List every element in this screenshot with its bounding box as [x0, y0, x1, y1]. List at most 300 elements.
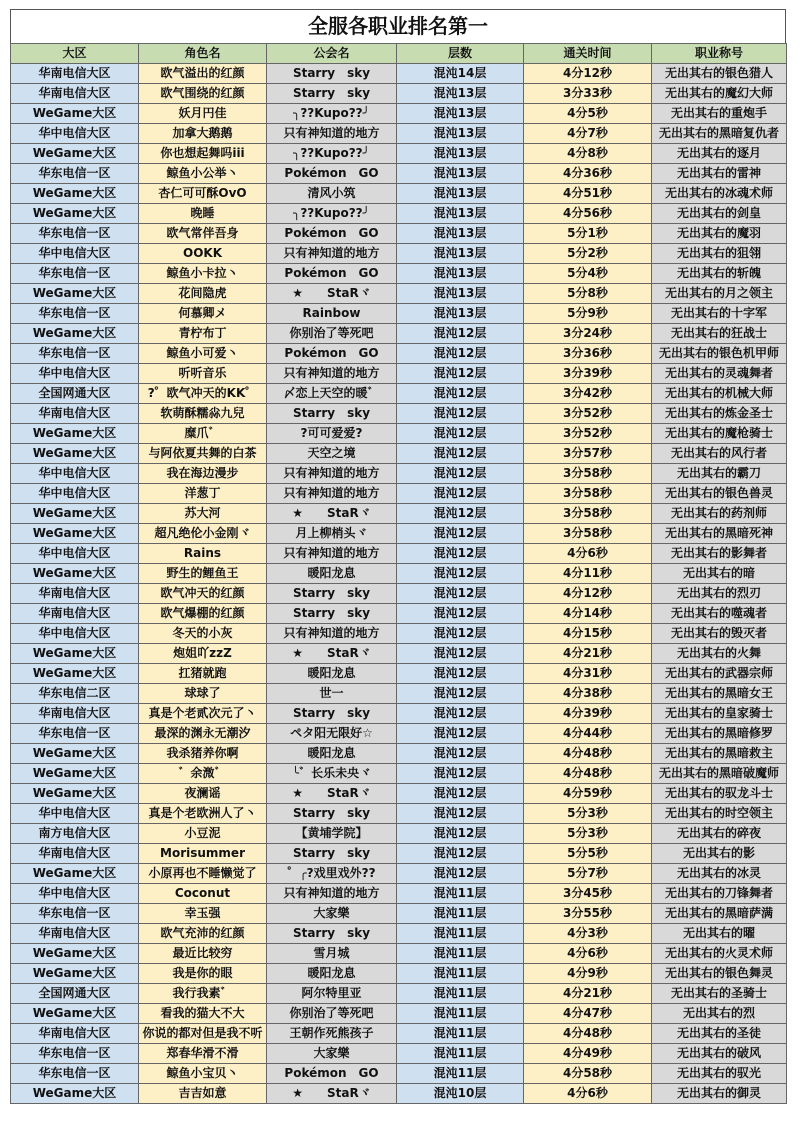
table-row	[11, 84, 787, 104]
cell-floor: 混沌12层	[397, 684, 524, 704]
cell-guild: ╮??Kupo??╯	[267, 104, 397, 124]
table-row	[11, 1044, 787, 1064]
table-row	[11, 944, 787, 964]
cell-title: 无出其右的火舞	[652, 644, 787, 664]
cell-region: WeGame大区	[11, 664, 139, 684]
cell-character: 加拿大鹅鹅	[139, 124, 267, 144]
header-title: 职业称号	[652, 44, 787, 64]
cell-region: WeGame大区	[11, 284, 139, 304]
cell-floor: 混沌11层	[397, 1004, 524, 1024]
table-row	[11, 124, 787, 144]
table-row	[11, 1024, 787, 1044]
cell-clear-time: 4分6秒	[524, 1084, 652, 1104]
cell-clear-time: 5分8秒	[524, 284, 652, 304]
table-row	[11, 204, 787, 224]
cell-floor: 混沌13层	[397, 264, 524, 284]
table-row	[11, 984, 787, 1004]
table-row	[11, 784, 787, 804]
cell-title: 无出其右的魔枪骑士	[652, 424, 787, 444]
cell-character: 郑春华滑不滑	[139, 1044, 267, 1064]
cell-region: WeGame大区	[11, 204, 139, 224]
cell-region: 华东电信一区	[11, 1044, 139, 1064]
cell-guild: 清风小筑	[267, 184, 397, 204]
cell-character: Morisummer	[139, 844, 267, 864]
cell-floor: 混沌12层	[397, 424, 524, 444]
cell-character: 球球了	[139, 684, 267, 704]
cell-floor: 混沌13层	[397, 164, 524, 184]
table-body	[11, 64, 787, 1104]
cell-floor: 混沌13层	[397, 184, 524, 204]
cell-title: 无出其右的银色兽灵	[652, 484, 787, 504]
cell-clear-time: 5分2秒	[524, 244, 652, 264]
cell-character: 妖月円佳	[139, 104, 267, 124]
cell-character: 与阿依夏共舞的白茶	[139, 444, 267, 464]
cell-guild: 暖阳龙息	[267, 664, 397, 684]
table-row	[11, 764, 787, 784]
cell-region: WeGame大区	[11, 184, 139, 204]
cell-region: 华东电信一区	[11, 164, 139, 184]
table-row	[11, 844, 787, 864]
cell-character: 吉吉如意	[139, 1084, 267, 1104]
cell-floor: 混沌11层	[397, 984, 524, 1004]
cell-floor: 混沌11层	[397, 944, 524, 964]
cell-guild: 大家樂	[267, 1044, 397, 1064]
cell-clear-time: 3分24秒	[524, 324, 652, 344]
cell-region: 华中电信大区	[11, 484, 139, 504]
cell-character: 炮姐吖zzZ	[139, 644, 267, 664]
cell-region: 华东电信一区	[11, 264, 139, 284]
cell-guild: Starry sky	[267, 404, 397, 424]
table-row	[11, 244, 787, 264]
cell-character: ?゜欧气冲天的KK゜	[139, 384, 267, 404]
cell-title: 无出其右的御灵	[652, 1084, 787, 1104]
cell-title: 无出其右的武器宗师	[652, 664, 787, 684]
cell-region: 华南电信大区	[11, 584, 139, 604]
cell-guild: ★ StaRヾ	[267, 1084, 397, 1104]
cell-floor: 混沌13层	[397, 84, 524, 104]
cell-guild: 你别治了等死吧	[267, 324, 397, 344]
table-row	[11, 224, 787, 244]
cell-guild: 王朝作死熊孩子	[267, 1024, 397, 1044]
table-row	[11, 864, 787, 884]
cell-clear-time: 4分44秒	[524, 724, 652, 744]
cell-character: 鲸鱼小卡拉丶	[139, 264, 267, 284]
table-row	[11, 1084, 787, 1104]
cell-character: 欧气充沛的红颜	[139, 924, 267, 944]
cell-region: WeGame大区	[11, 324, 139, 344]
cell-guild: 只有神知道的地方	[267, 544, 397, 564]
cell-clear-time: 4分47秒	[524, 1004, 652, 1024]
table-row	[11, 384, 787, 404]
cell-region: WeGame大区	[11, 964, 139, 984]
cell-region: WeGame大区	[11, 1004, 139, 1024]
cell-title: 无出其右的狂战士	[652, 324, 787, 344]
cell-character: OOKK	[139, 244, 267, 264]
cell-guild: ?可可爱爱?	[267, 424, 397, 444]
cell-character: 小豆泥	[139, 824, 267, 844]
cell-floor: 混沌12层	[397, 724, 524, 744]
cell-floor: 混沌12层	[397, 804, 524, 824]
cell-title: 无出其右的逐月	[652, 144, 787, 164]
cell-region: WeGame大区	[11, 764, 139, 784]
cell-clear-time: 4分56秒	[524, 204, 652, 224]
cell-region: 华东电信一区	[11, 344, 139, 364]
cell-guild: ★ StaRヾ	[267, 284, 397, 304]
cell-region: WeGame大区	[11, 444, 139, 464]
cell-title: 无出其右的烈刃	[652, 584, 787, 604]
cell-clear-time: 4分48秒	[524, 1024, 652, 1044]
cell-guild: 天空之境	[267, 444, 397, 464]
cell-character: 真是个老欧洲人了丶	[139, 804, 267, 824]
cell-character: 欧气围绕的红颜	[139, 84, 267, 104]
cell-character: 我行我素゛	[139, 984, 267, 1004]
cell-guild: ペタ阳无限好☆	[267, 724, 397, 744]
cell-guild: 【黄埔学院】	[267, 824, 397, 844]
cell-region: 华中电信大区	[11, 464, 139, 484]
cell-floor: 混沌12层	[397, 404, 524, 424]
cell-title: 无出其右的黑暗复仇者	[652, 124, 787, 144]
cell-clear-time: 3分58秒	[524, 464, 652, 484]
cell-character: 糜爪゛	[139, 424, 267, 444]
table-row	[11, 344, 787, 364]
cell-character: 夜澜谣	[139, 784, 267, 804]
cell-character: 野生的鲤鱼王	[139, 564, 267, 584]
cell-floor: 混沌12层	[397, 664, 524, 684]
cell-title: 无出其右的魔羽	[652, 224, 787, 244]
table-row	[11, 904, 787, 924]
table-row	[11, 184, 787, 204]
cell-guild: ゜╭?戏里戏外??	[267, 864, 397, 884]
cell-character: 最深的渊永无潮汐	[139, 724, 267, 744]
table-row	[11, 164, 787, 184]
table-row	[11, 624, 787, 644]
cell-guild: 月上柳梢头ヾ	[267, 524, 397, 544]
cell-guild: Starry sky	[267, 804, 397, 824]
cell-region: 华东电信一区	[11, 224, 139, 244]
cell-floor: 混沌12层	[397, 844, 524, 864]
cell-title: 无出其右的噬魂者	[652, 604, 787, 624]
cell-title: 无出其右的药剂师	[652, 504, 787, 524]
table-row	[11, 964, 787, 984]
cell-title: 无出其右的冰魂术师	[652, 184, 787, 204]
cell-character: 鲸鱼小可爱丶	[139, 344, 267, 364]
cell-title: 无出其右的十字军	[652, 304, 787, 324]
cell-floor: 混沌12层	[397, 624, 524, 644]
cell-character: 冬天的小灰	[139, 624, 267, 644]
cell-clear-time: 4分38秒	[524, 684, 652, 704]
cell-clear-time: 5分7秒	[524, 864, 652, 884]
cell-title: 无出其右的斩魄	[652, 264, 787, 284]
cell-title: 无出其右的圣骑士	[652, 984, 787, 1004]
table-row	[11, 1004, 787, 1024]
table-row	[11, 264, 787, 284]
cell-character: 欧气常伴吾身	[139, 224, 267, 244]
cell-character: 看我的猫大不大	[139, 1004, 267, 1024]
cell-character: 苏大河	[139, 504, 267, 524]
cell-guild: ★ StaRヾ	[267, 504, 397, 524]
table-row	[11, 884, 787, 904]
cell-character: Rains	[139, 544, 267, 564]
table-row	[11, 604, 787, 624]
cell-region: WeGame大区	[11, 424, 139, 444]
cell-title: 无出其右的银色舞灵	[652, 964, 787, 984]
cell-title: 无出其右的重炮手	[652, 104, 787, 124]
cell-guild: Starry sky	[267, 84, 397, 104]
cell-clear-time: 4分3秒	[524, 924, 652, 944]
cell-character: 我是你的眼	[139, 964, 267, 984]
cell-region: WeGame大区	[11, 1084, 139, 1104]
cell-clear-time: 4分49秒	[524, 1044, 652, 1064]
cell-region: 华东电信一区	[11, 904, 139, 924]
cell-clear-time: 4分21秒	[524, 984, 652, 1004]
cell-character: 小原再也不睡懒觉了	[139, 864, 267, 884]
cell-clear-time: 3分57秒	[524, 444, 652, 464]
table-row	[11, 144, 787, 164]
cell-guild: ╮??Kupo??╯	[267, 204, 397, 224]
cell-clear-time: 4分11秒	[524, 564, 652, 584]
cell-clear-time: 5分4秒	[524, 264, 652, 284]
cell-guild: Pokémon GO	[267, 264, 397, 284]
cell-character: 欧气溢出的红颜	[139, 64, 267, 84]
cell-clear-time: 3分52秒	[524, 404, 652, 424]
cell-title: 无出其右的黑暗萨满	[652, 904, 787, 924]
table-row	[11, 684, 787, 704]
cell-title: 无出其右的霸刀	[652, 464, 787, 484]
table-row	[11, 744, 787, 764]
cell-region: WeGame大区	[11, 864, 139, 884]
cell-region: 华南电信大区	[11, 704, 139, 724]
cell-clear-time: 3分45秒	[524, 884, 652, 904]
table-row	[11, 404, 787, 424]
cell-region: 华中电信大区	[11, 244, 139, 264]
cell-floor: 混沌12层	[397, 704, 524, 724]
cell-clear-time: 3分52秒	[524, 424, 652, 444]
cell-character: 青柠布丁	[139, 324, 267, 344]
cell-region: 华东电信一区	[11, 724, 139, 744]
cell-guild: 暖阳龙息	[267, 964, 397, 984]
cell-floor: 混沌13层	[397, 104, 524, 124]
cell-guild: 世一	[267, 684, 397, 704]
cell-clear-time: 3分36秒	[524, 344, 652, 364]
cell-guild: 只有神知道的地方	[267, 464, 397, 484]
cell-guild: Starry sky	[267, 844, 397, 864]
cell-title: 无出其右的雷神	[652, 164, 787, 184]
cell-floor: 混沌12层	[397, 744, 524, 764]
table-row	[11, 104, 787, 124]
cell-clear-time: 3分58秒	[524, 524, 652, 544]
cell-floor: 混沌13层	[397, 124, 524, 144]
table-row	[11, 364, 787, 384]
cell-floor: 混沌13层	[397, 244, 524, 264]
table-row	[11, 544, 787, 564]
cell-floor: 混沌12层	[397, 464, 524, 484]
cell-title: 无出其右的时空领主	[652, 804, 787, 824]
cell-title: 无出其右的黑暗死神	[652, 524, 787, 544]
cell-region: WeGame大区	[11, 104, 139, 124]
cell-character: 最近比较穷	[139, 944, 267, 964]
cell-clear-time: 3分42秒	[524, 384, 652, 404]
table-row	[11, 524, 787, 544]
cell-clear-time: 4分9秒	[524, 964, 652, 984]
table-row	[11, 564, 787, 584]
cell-character: 晚睡	[139, 204, 267, 224]
cell-clear-time: 4分21秒	[524, 644, 652, 664]
cell-floor: 混沌12层	[397, 824, 524, 844]
cell-clear-time: 4分48秒	[524, 764, 652, 784]
cell-character: 花间隐虎	[139, 284, 267, 304]
cell-title: 无出其右的黑暗修罗	[652, 724, 787, 744]
cell-clear-time: 4分36秒	[524, 164, 652, 184]
cell-region: 华中电信大区	[11, 624, 139, 644]
table-row	[11, 504, 787, 524]
cell-guild: 只有神知道的地方	[267, 884, 397, 904]
header-floor: 层数	[397, 44, 524, 64]
ranking-sheet	[10, 9, 786, 1104]
cell-guild: 阿尔特里亚	[267, 984, 397, 1004]
cell-character: 洋葱丁	[139, 484, 267, 504]
cell-floor: 混沌13层	[397, 204, 524, 224]
cell-clear-time: 4分12秒	[524, 64, 652, 84]
cell-region: 华中电信大区	[11, 544, 139, 564]
cell-floor: 混沌12层	[397, 604, 524, 624]
cell-character: 扛猪就跑	[139, 664, 267, 684]
table-row	[11, 284, 787, 304]
cell-character: 软萌酥糯尛九兒	[139, 404, 267, 424]
cell-clear-time: 3分58秒	[524, 484, 652, 504]
cell-guild: 只有神知道的地方	[267, 124, 397, 144]
cell-floor: 混沌12层	[397, 864, 524, 884]
cell-clear-time: 4分51秒	[524, 184, 652, 204]
cell-floor: 混沌12层	[397, 384, 524, 404]
cell-title: 无出其右的影舞者	[652, 544, 787, 564]
cell-character: ゛余溦゛	[139, 764, 267, 784]
cell-title: 无出其右的刀锋舞者	[652, 884, 787, 904]
cell-title: 无出其右的灵魂舞者	[652, 364, 787, 384]
cell-floor: 混沌12层	[397, 364, 524, 384]
cell-character: 超凡绝伦小金刚ヾ	[139, 524, 267, 544]
table-row	[11, 584, 787, 604]
cell-floor: 混沌11层	[397, 884, 524, 904]
cell-title: 无出其右的烈	[652, 1004, 787, 1024]
ranking-table	[10, 43, 787, 1104]
cell-floor: 混沌11层	[397, 1044, 524, 1064]
table-row	[11, 704, 787, 724]
cell-title: 无出其右的暗	[652, 564, 787, 584]
cell-title: 无出其右的月之领主	[652, 284, 787, 304]
cell-character: 欧气爆棚的红颜	[139, 604, 267, 624]
cell-floor: 混沌11层	[397, 964, 524, 984]
cell-character: 我杀猪养你啊	[139, 744, 267, 764]
cell-character: 鲸鱼小公举丶	[139, 164, 267, 184]
cell-clear-time: 3分58秒	[524, 504, 652, 524]
cell-floor: 混沌12层	[397, 544, 524, 564]
cell-clear-time: 5分5秒	[524, 844, 652, 864]
sheet-title: 全服各职业排名第一	[10, 9, 786, 43]
table-row	[11, 824, 787, 844]
cell-title: 无出其右的银色猎人	[652, 64, 787, 84]
header-character: 角色名	[139, 44, 267, 64]
cell-clear-time: 3分33秒	[524, 84, 652, 104]
cell-region: 华南电信大区	[11, 604, 139, 624]
cell-title: 无出其右的风行者	[652, 444, 787, 464]
cell-floor: 混沌11层	[397, 1064, 524, 1084]
cell-floor: 混沌14层	[397, 64, 524, 84]
cell-guild: ╮??Kupo??╯	[267, 144, 397, 164]
cell-clear-time: 5分3秒	[524, 824, 652, 844]
cell-guild: Pokémon GO	[267, 344, 397, 364]
cell-title: 无出其右的剑皇	[652, 204, 787, 224]
cell-region: 全国网通大区	[11, 384, 139, 404]
cell-guild: 你别治了等死吧	[267, 1004, 397, 1024]
cell-clear-time: 4分59秒	[524, 784, 652, 804]
cell-title: 无出其右的黑暗破魔师	[652, 764, 787, 784]
cell-region: 华东电信一区	[11, 1064, 139, 1084]
cell-clear-time: 4分8秒	[524, 144, 652, 164]
cell-floor: 混沌12层	[397, 764, 524, 784]
cell-region: WeGame大区	[11, 144, 139, 164]
table-row	[11, 644, 787, 664]
cell-clear-time: 4分15秒	[524, 624, 652, 644]
cell-title: 无出其右的驭龙斗士	[652, 784, 787, 804]
cell-title: 无出其右的机械大师	[652, 384, 787, 404]
cell-character: 真是个老贰次元了丶	[139, 704, 267, 724]
cell-title: 无出其右的驭光	[652, 1064, 787, 1084]
cell-guild: 只有神知道的地方	[267, 484, 397, 504]
cell-floor: 混沌11层	[397, 1024, 524, 1044]
table-row	[11, 924, 787, 944]
cell-guild: Starry sky	[267, 604, 397, 624]
cell-floor: 混沌12层	[397, 784, 524, 804]
cell-title: 无出其右的毁灭者	[652, 624, 787, 644]
table-row	[11, 804, 787, 824]
cell-clear-time: 4分31秒	[524, 664, 652, 684]
cell-character: 你说的都对但是我不听	[139, 1024, 267, 1044]
cell-clear-time: 4分12秒	[524, 584, 652, 604]
table-row	[11, 724, 787, 744]
cell-region: 华中电信大区	[11, 364, 139, 384]
cell-guild: 只有神知道的地方	[267, 364, 397, 384]
cell-floor: 混沌13层	[397, 304, 524, 324]
cell-guild: Starry sky	[267, 584, 397, 604]
cell-clear-time: 4分58秒	[524, 1064, 652, 1084]
cell-title: 无出其右的狙翎	[652, 244, 787, 264]
cell-clear-time: 3分55秒	[524, 904, 652, 924]
cell-region: WeGame大区	[11, 744, 139, 764]
cell-guild: 大家樂	[267, 904, 397, 924]
cell-clear-time: 4分48秒	[524, 744, 652, 764]
cell-title: 无出其右的银色机甲师	[652, 344, 787, 364]
cell-clear-time: 4分39秒	[524, 704, 652, 724]
cell-region: 华南电信大区	[11, 844, 139, 864]
cell-floor: 混沌12层	[397, 564, 524, 584]
cell-region: WeGame大区	[11, 644, 139, 664]
cell-guild: Starry sky	[267, 924, 397, 944]
cell-title: 无出其右的碎夜	[652, 824, 787, 844]
cell-region: 华南电信大区	[11, 84, 139, 104]
cell-floor: 混沌13层	[397, 144, 524, 164]
cell-floor: 混沌10层	[397, 1084, 524, 1104]
cell-floor: 混沌12层	[397, 504, 524, 524]
cell-clear-time: 5分1秒	[524, 224, 652, 244]
cell-floor: 混沌12层	[397, 344, 524, 364]
cell-guild: 暖阳龙息	[267, 564, 397, 584]
cell-region: WeGame大区	[11, 504, 139, 524]
cell-guild: ★ StaRヾ	[267, 644, 397, 664]
cell-guild: 只有神知道的地方	[267, 624, 397, 644]
cell-clear-time: 3分39秒	[524, 364, 652, 384]
cell-title: 无出其右的破风	[652, 1044, 787, 1064]
cell-guild: Starry sky	[267, 704, 397, 724]
